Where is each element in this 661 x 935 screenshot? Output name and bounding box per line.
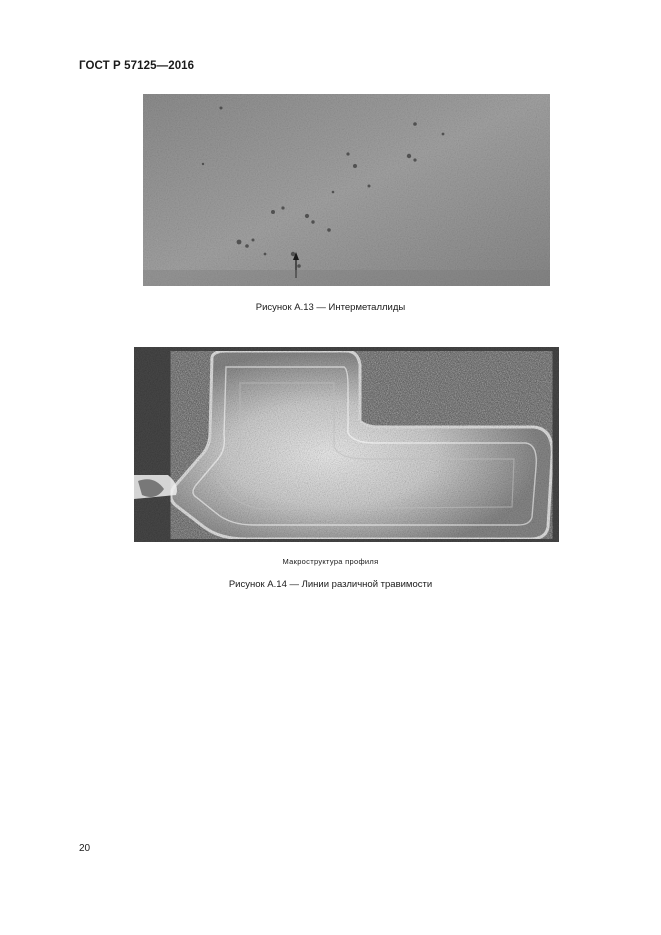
- figure-a14-caption: Рисунок А.14 — Линии различной травимости: [228, 579, 433, 590]
- figure-a13-caption: Рисунок А.13 — Интерметаллиды: [255, 302, 406, 313]
- figure-a14-macrostructure: [134, 347, 559, 542]
- figure-a14-subcaption: Макроструктура профиля: [282, 557, 379, 566]
- page-number: 20: [79, 843, 91, 854]
- figure-a13-micrograph: [143, 94, 550, 286]
- document-header: ГОСТ Р 57125—2016: [79, 60, 195, 72]
